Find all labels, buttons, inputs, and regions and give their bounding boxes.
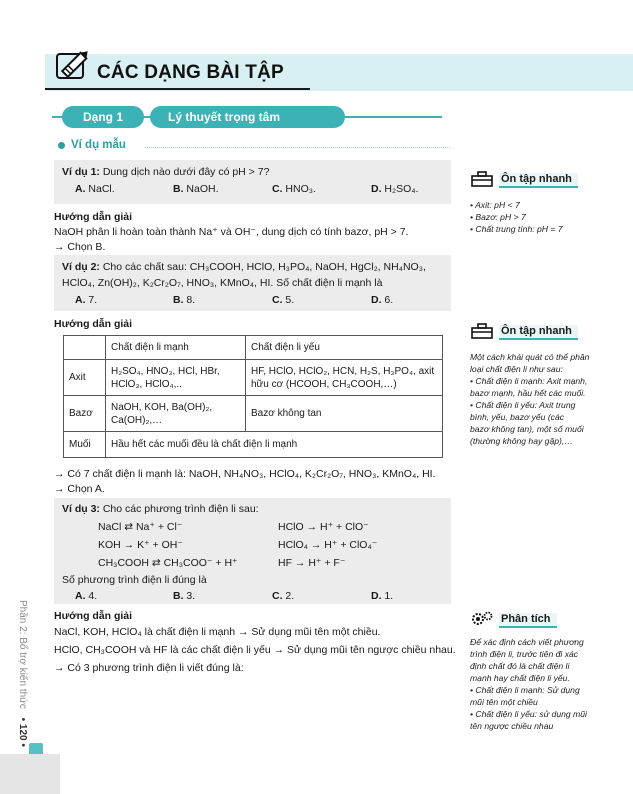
tab-bar [52,106,442,128]
title-underline [45,88,310,90]
page-title: CÁC DẠNG BÀI TẬP [97,62,284,83]
example3-question2: Số phương trình điện li đúng là [62,574,207,586]
gears-icon [470,610,494,631]
table-cell: HF, HClO, HClO₂, HCN, H₂S, H₃PO₄, axit hữu cơ (HCOOH, CH₃COOH,…) [246,360,443,396]
ex3-option-b: B. 3. [173,590,196,602]
table-header-cell: Chất điện li yếu [246,336,443,360]
corner-block [0,754,60,794]
solution-heading: Hướng dẫn giải [54,211,133,223]
table-cell: H₂SO₄, HNO₃, HCl, HBr, HClO₃, HClO₄,.. [106,360,246,396]
equation: NaCl ⇄ Na⁺ + Cl⁻ [98,521,183,533]
ex1-option-c: C. HNO₃. [272,183,316,195]
table-cell: Axit [64,360,106,396]
ex2-option-d: D. 6. [371,294,394,306]
sidebar-box3-heading: Phân tích [470,610,557,631]
example2-question: Ví dụ 2: Cho các chất sau: CH₃COOH, HClO, H₃PO₄, NaOH, HgCl₂, NH₄NO₃, [62,261,426,273]
page-number: • 120 • [17,717,28,747]
table-cell: Bazơ không tan [246,396,443,432]
ex2-option-a: A. 7. [75,294,98,306]
section-label [58,139,126,151]
table-cell: Hầu hết các muối đều là chất điện li mạnh [106,432,443,458]
ex1-solution-line: NaOH phân li hoàn toàn thành Na⁺ và OH⁻, dung dịch có tính bazơ, pH > 7. [54,226,409,238]
vertical-footer: Phần 2: Bổ trợ kiến thức • 120 • [17,600,28,747]
dotted-divider [145,147,450,148]
dang-badge: Dạng 1 [62,106,144,128]
ex3-option-c: C. 2. [272,590,295,602]
equation: KOH → K⁺ + OH⁻ [98,539,183,551]
bullet-dot-icon [58,142,65,149]
table-header-row [64,336,443,360]
ex2-solution-line: → Có 7 chất điện li mạnh là: NaOH, NH₄NO₃, HClO₄, K₂Cr₂O₇, HNO₃, KMnO₄, HI. [54,468,436,480]
ex3-solution-line: HClO, CH₃COOH và HF là các chất điện li yếu → Sử dụng mũi tên ngược chiều nhau. [54,644,456,656]
ex2-option-b: B. 8. [173,294,196,306]
ex1-option-a: A. NaCl. [75,183,115,195]
ex3-option-a: A. 4. [75,590,98,602]
table-row [64,432,443,458]
table-row [64,360,443,396]
equation: HF → H⁺ + F⁻ [278,557,346,569]
sidebar-box1-heading: Ôn tập nhanh [470,170,578,191]
ex3-solution-line: NaCl, KOH, HClO₄ là chất điện li mạnh → Sử dụng mũi tên một chiều. [54,626,381,638]
table-header-cell: Chất điện li mạnh [106,336,246,360]
ex1-option-b: B. NaOH. [173,183,219,195]
table-cell: Muối [64,432,106,458]
equation: HClO → H⁺ + ClO⁻ [278,521,369,533]
toolbox-icon [470,170,494,191]
pencil-icon [55,48,91,82]
table-cell: Bazơ [64,396,106,432]
example3-question: Ví dụ 3: Cho các phương trình điện li sau: [62,503,259,515]
equation: HClO₄ → H⁺ + ClO₄⁻ [278,539,378,551]
table-header-cell [64,336,106,360]
sidebar-box3-text: Để xác định cách viết phương trình điện li, trước tiên đi xác định chất đó là chất điện li mạnh hay chất điện li yếu. • Chất điện li mạnh: Sử dụng mũi tên một chiều • Chất điện li yếu: sử dụng mũi tên ngược chiều nhau [470,637,587,731]
ex1-option-d: D. H₂SO₄. [371,183,419,195]
ex2-solution-line: → Chọn A. [54,483,105,495]
table-cell: NaOH, KOH, Ba(OH)₂, Ca(OH)₂,… [106,396,246,432]
ex2-option-c: C. 5. [272,294,295,306]
sidebar-box1-text: • Axit: pH < 7 • Bazơ: pH > 7 • Chất trung tính: pH = 7 [470,200,563,234]
section-label-text: Ví dụ mẫu [71,139,126,151]
solution-heading: Hướng dẫn giải [54,318,133,330]
toolbox-icon [470,322,494,343]
ex3-option-d: D. 1. [371,590,394,602]
sidebar-box2-text: Một cách khái quát có thể phân loại chất điện li như sau: • Chất điện li mạnh: Axit mạnh, bazơ mạnh, hầu hết các muối. • Chất điện li yếu: Axit trung bình, yếu, bazơ yếu (các bazơ không tan), một số muối (thường không hay gặp),… [470,352,590,446]
ex3-solution-line: → Có 3 phương trình điện li viết đúng là: [54,662,244,674]
example1-question: Ví dụ 1: Dung dịch nào dưới đây có pH > 7? [62,166,270,178]
ex1-solution-line: → Chọn B. [54,241,106,253]
solution-heading: Hướng dẫn giải [54,610,133,622]
equation: CH₃COOH ⇄ CH₃COO⁻ + H⁺ [98,557,238,569]
table-row [64,396,443,432]
electrolyte-table [63,335,443,458]
sidebar-box2-heading: Ôn tập nhanh [470,322,578,343]
dang-title: Lý thuyết trọng tâm [150,106,345,128]
example2-question-l2: HClO₄, Zn(OH)₂, K₂Cr₂O₇, HNO₃, KMnO₄, HI. Số chất điện li mạnh là [62,277,383,289]
